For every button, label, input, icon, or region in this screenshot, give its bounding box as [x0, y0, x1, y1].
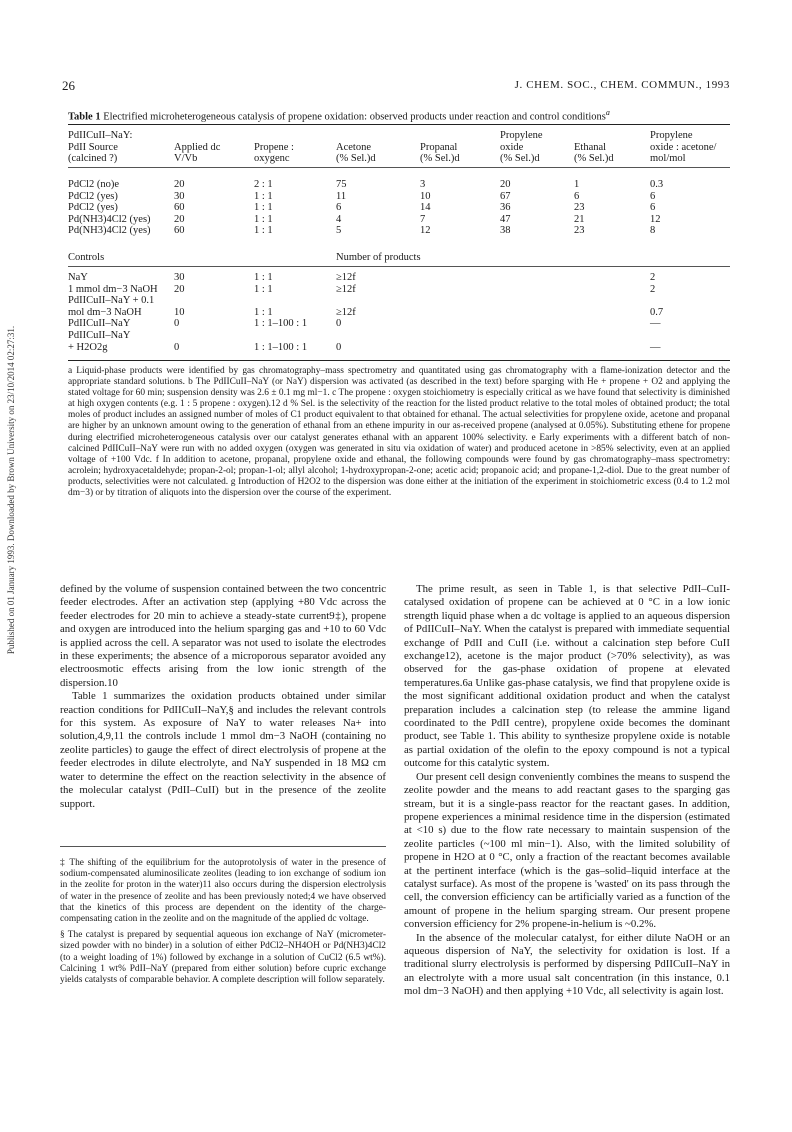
- table-cell: 23: [574, 202, 585, 214]
- table-cell: PdIICuII–NaY: [68, 329, 131, 341]
- journal-header: J. CHEM. SOC., CHEM. COMMUN., 1993: [514, 79, 730, 91]
- table-cell: 10: [420, 190, 431, 202]
- table-cell: 1 : 1: [254, 272, 273, 283]
- table-cell: 2: [650, 283, 656, 295]
- table-cell: oxygenc: [254, 153, 290, 165]
- footnote-rule: [60, 846, 386, 847]
- table-cell: 1 : 1: [254, 306, 273, 318]
- controls-body: [68, 272, 730, 353]
- table-cell: PdCl2 (no)e: [68, 179, 120, 190]
- table-cell: ≥12f: [336, 272, 356, 283]
- paragraph: The prime result, as seen in Table 1, is that selective PdII–CuII-catalysed oxidation of propene can be achieved at 0 °C in a low ionic strength liquid phase when a dc voltage is applied to an aqueous dispersion of PdIICuII–NaY. When the catalyst is prepared with immediate sequential exchange of PdII and CuII (i.e. without a calcination step before CuII exchange12), acetone is the major product (>70% selectivity), as was observed for the gas-phase oxidation of propene at elevated temperatures.6a Unlike gas-phase catalysis, we find that propylene oxide is the most significant additional oxidation product and when the catalyst preparation includes a calcination step (to release the ammine ligand coordinated to the PdII centre), propylene oxide becomes the dominant product, see Table 1. This ability to synthesize propylene oxide is notable as partial oxidation of the olefin to the epoxy compound is not a typical outcome for this catalytic system.: [404, 583, 730, 770]
- table-cell: 2: [650, 272, 656, 283]
- table-cell: 0: [174, 318, 180, 330]
- table-cell: 1 : 1: [254, 225, 273, 237]
- table-row: [68, 179, 730, 191]
- table-caption-text: Electrified microheterogeneous catalysis of propene oxidation: observed products under reaction and control conditions: [103, 111, 606, 123]
- download-watermark: [6, 270, 16, 710]
- table-cell: 38: [500, 225, 511, 237]
- table-body: [68, 179, 730, 237]
- table-cell: 0.7: [650, 306, 664, 318]
- table-cell: PdIICuII–NaY:: [68, 130, 133, 141]
- table-row: [68, 202, 730, 214]
- table-cell: 3: [420, 179, 426, 190]
- table-cell: 1 : 1: [254, 190, 273, 202]
- table-cell: 1 mmol dm−3 NaOH: [68, 283, 158, 295]
- table-cell: 21: [574, 213, 585, 225]
- table-cell: 1 : 1–100 : 1: [254, 318, 308, 330]
- table-cell: 1 : 1: [254, 213, 273, 225]
- table-cell: 20: [174, 283, 185, 295]
- table-cell: 20: [174, 179, 185, 190]
- table-row: [68, 214, 730, 226]
- table-header: [68, 130, 730, 165]
- table-row: [68, 342, 730, 354]
- table-cell: 75: [336, 179, 347, 190]
- table-cell: 30: [174, 190, 185, 202]
- table-cell: 12: [650, 213, 661, 225]
- table-cell: PdIICuII–NaY + 0.1: [68, 295, 155, 307]
- table-cell: 47: [500, 213, 511, 225]
- paragraph: defined by the volume of suspension contained between the two concentric feeder electrodes. After an activation step (applying +80 Vdc across the feeder electrodes for 20 min to achieve a steady-state current9‡), propene and oxygen are introduced into the helium sparging gas and +10 to 60 Vdc is applied across the cell. A separator was not used to isolate the electrodes in these experiments; the absence of a microporous separator avoided any electroosmotic effects arising from the low ionic strength of the dispersion.10: [60, 583, 386, 689]
- table-cell: (% Sel.)d: [574, 153, 614, 165]
- table-footnotes: a Liquid-phase products were identified by gas chromatography–mass spectrometry and quantitated using gas chromatography with a flame-ionization detector and the appropriate standard solutions. b The PdIICuII–NaY (or NaY) dispersion was activated (as described in the text) before sparging with He + propene + O2 and applying the stated voltage for 60 min; suspension density was 2.6 ± 0.1 mg ml−1. c The propene : oxygen stoichiometry is especially critical as we have found that selectivity is diminished at high oxygen contents (e.g. 1 : 5 propene : oxygen).12 d % Sel. is the selectivity of the reaction for the listed product relative to the total moles of obtained product; the total moles of product includes an assigned number of moles of C1 product equivalent to that obtained for ethanal. The actual selectivities for propylene oxide, acetone and propanal are higher by an unknown amount owing to the generation of ethanal from an ethene impurity in our as-received propene (analysed at 0.05%). Substituting ethene for propene during electrified microheterogeneous catalysis over our catalyst generates ethanal with an apparent 100% selectivity. e Early experiments with a different batch of non-calcined PdIICuII–NaY were run with no added oxygen (oxygen was generated in situ via oxidation of water) and produced acetone in >85% selectivity, even at an applied voltage of +100 Vdc. f In addition to acetone, propanal, propylene oxide and ethanal, the following compounds were found by gas chromatography–mass spectrometry: acrolein; hydroxyacetaldehyde; propan-2-ol; propan-1-ol; allyl alcohol; 1-hydroxypropan-2-one; acetic acid; propanoic acid; and propane-1,2-diol. Due to the great number of products, selectivities were not calculated. g Introduction of H2O2 to the dispersion was done either at the initiation of the experiment in stoichiometric excess (0.4 to 1.2 mol dm−3) or by titration of aliquots into the dispersion over the course of the experiment.: [68, 366, 730, 499]
- table-cell: 8: [650, 225, 656, 237]
- table-row: [68, 191, 730, 203]
- table-cell: oxide : acetone/: [650, 141, 717, 153]
- table-cell: 5: [336, 225, 342, 237]
- table-cell: 30: [174, 272, 185, 283]
- table-cell: ≥12f: [336, 306, 356, 318]
- table-header-rule: [68, 167, 730, 168]
- controls-label: Controls: [68, 252, 105, 263]
- table-cell: 6: [574, 190, 580, 202]
- table-cell: (calcined ?): [68, 153, 118, 165]
- table-cell: 10: [174, 306, 185, 318]
- table-row: [68, 142, 730, 154]
- table-caption: [68, 108, 728, 123]
- paragraph: Table 1 summarizes the oxidation products obtained under similar reaction conditions for PdIICuII–NaY,§ and includes the relevant controls for this system. As exposure of NaY to water releases Na+ into solution,4,9,11 the controls include 1 mmol dm−3 NaOH (containing no zeolite particles) to gauge the effect of direct electrolysis of propene at the feeder electrodes in dilute electrolyte, and NaY suspended in 18 MΩ cm water to determine the effect on the reaction selectivity in the absence of the molecular catalyst (PdII–CuII) but in the presence of the zeolite support.: [60, 690, 386, 810]
- table-row: [68, 318, 730, 330]
- table-cell: ≥12f: [336, 283, 356, 295]
- left-footnotes: [60, 858, 386, 991]
- table-bottom-rule: [68, 360, 730, 361]
- table-cell: (% Sel.)d: [500, 153, 540, 165]
- table-cell: PdCl2 (yes): [68, 190, 118, 202]
- table-cell: oxide: [500, 141, 524, 153]
- caption-footnote-mark: a: [605, 108, 610, 117]
- table-cell: Propene :: [254, 141, 294, 153]
- table-cell: PdII Source: [68, 141, 118, 153]
- table-cell: 11: [336, 190, 347, 202]
- left-column: [60, 583, 386, 811]
- table-cell: PdIICuII–NaY: [68, 318, 131, 330]
- number-of-products-label: Number of products: [336, 252, 421, 263]
- table-cell: 0: [336, 341, 342, 353]
- controls-rule: [68, 266, 730, 267]
- table-cell: Pd(NH3)4Cl2 (yes): [68, 213, 151, 225]
- table-cell: 1 : 1–100 : 1: [254, 341, 308, 353]
- table-label: Table 1: [68, 111, 101, 123]
- table-cell: 20: [174, 213, 185, 225]
- table-cell: Propylene: [650, 130, 693, 141]
- table-cell: 6: [650, 202, 656, 214]
- page-number: 26: [62, 78, 75, 93]
- table-cell: 67: [500, 190, 511, 202]
- table-cell: (% Sel.)d: [336, 153, 376, 165]
- table-row: [68, 307, 730, 319]
- table-cell: 0: [336, 318, 342, 330]
- table-cell: 36: [500, 202, 511, 214]
- table-cell: 1: [574, 179, 580, 190]
- table-cell: Ethanal: [574, 141, 607, 153]
- paragraph: Our present cell design conveniently combines the means to suspend the zeolite powder and the means to add reactant gases to the sparging gas stream, but it is a single-pass reactor for the reactant gases. In addition, propene experiences a minimal residence time in the dispersion (estimated at <10 s) due to the flow rate necessary to maintain suspension of the zeolite particles (~100 ml min−1). Also, with the limited solubility of propene in H2O at 0 °C, only a fraction of the reactant becomes available at the pertinent interface (which is the gas–solid–liquid interface at the catalyst surface). As most of the propene is 'wasted' on its pass through the cell, the conversion efficiency can be artificially varied as a function of the amount of propene in the helium sparging stream. Our present propene conversion efficiency for 2% propene-in-helium is ~0.2%.: [404, 770, 730, 931]
- table-row: [68, 225, 730, 237]
- footnote: § The catalyst is prepared by sequential aqueous ion exchange of NaY (micrometer-sized powder with no binder) in a solution of either PdCl2–NH4OH or Pd(NH3)4Cl2 (to a weight loading of 1%) followed by exchange in a solution of CuCl2 (6.5 wt%). Calcining 1 wt% PdII–NaY (prepared from either solution) before cupric exchange yields catalysts of comparable behavior. A complete description will follow separately.: [60, 930, 386, 986]
- table-cell: 60: [174, 225, 185, 237]
- table-row: [68, 295, 730, 307]
- table-cell: 6: [336, 202, 342, 214]
- table-row: [68, 330, 730, 342]
- table-cell: 12: [420, 225, 431, 237]
- table-cell: NaY: [68, 272, 88, 283]
- table-row: [68, 284, 730, 296]
- table-cell: 0: [174, 341, 180, 353]
- table-cell: PdCl2 (yes): [68, 202, 118, 214]
- table-row: [68, 272, 730, 284]
- table-row: [68, 130, 730, 142]
- table-cell: 2 : 1: [254, 179, 273, 190]
- table-cell: 20: [500, 179, 511, 190]
- table-cell: Applied dc: [174, 141, 221, 153]
- table-cell: Propylene: [500, 130, 543, 141]
- table-row: [68, 153, 730, 165]
- table-cell: mol/mol: [650, 153, 686, 165]
- table-cell: 14: [420, 202, 431, 214]
- table-cell: mol dm−3 NaOH: [68, 306, 142, 318]
- table-cell: 23: [574, 225, 585, 237]
- table-cell: 0.3: [650, 179, 664, 190]
- table-cell: 60: [174, 202, 185, 214]
- table-cell: 7: [420, 213, 426, 225]
- table-cell: (% Sel.)d: [420, 153, 460, 165]
- table-cell: 1 : 1: [254, 283, 273, 295]
- table-cell: + H2O2g: [68, 341, 108, 353]
- table-cell: —: [650, 318, 661, 330]
- table-cell: Pd(NH3)4Cl2 (yes): [68, 225, 151, 237]
- footnote: ‡ The shifting of the equilibrium for the autoprotolysis of water in the presence of sodium-compensated aluminosilicate zeolites (leading to ion exchange of sodium ion in the zeolite for proton in the water)11 also occurs during the dispersion electrolysis of water in the presence of zeolite and has been previously noted;4 we have observed that the kinetics of this process are dependent on the identity of the charge-compensating cation in the zeolite and on the magnitude of the applied dc voltage.: [60, 858, 386, 925]
- download-note: Published on 01 January 1993. Downloaded by Brown University on 23/10/2014 02:27:31.: [6, 325, 16, 655]
- table-cell: —: [650, 341, 661, 353]
- table-cell: Acetone: [336, 141, 371, 153]
- table-top-rule: [68, 124, 730, 125]
- controls-header: [68, 252, 730, 264]
- table-cell: 6: [650, 190, 656, 202]
- paragraph: In the absence of the molecular catalyst, for either dilute NaOH or an aqueous dispersion of NaY, the selectivity for oxidation is lost. If a traditional slurry electrolysis is performed by dispersing PdIICuII–NaY in an electrolyte with a more usual salt concentration (in this instance, 0.1 mol dm−3 NaOH) and then applying +10 Vdc, all selectivity is again lost.: [404, 931, 730, 998]
- table-cell: Propanal: [420, 141, 458, 153]
- table-cell: 4: [336, 213, 342, 225]
- right-column: [404, 583, 730, 999]
- table-cell: V/Vb: [174, 153, 198, 165]
- table-cell: 1 : 1: [254, 202, 273, 214]
